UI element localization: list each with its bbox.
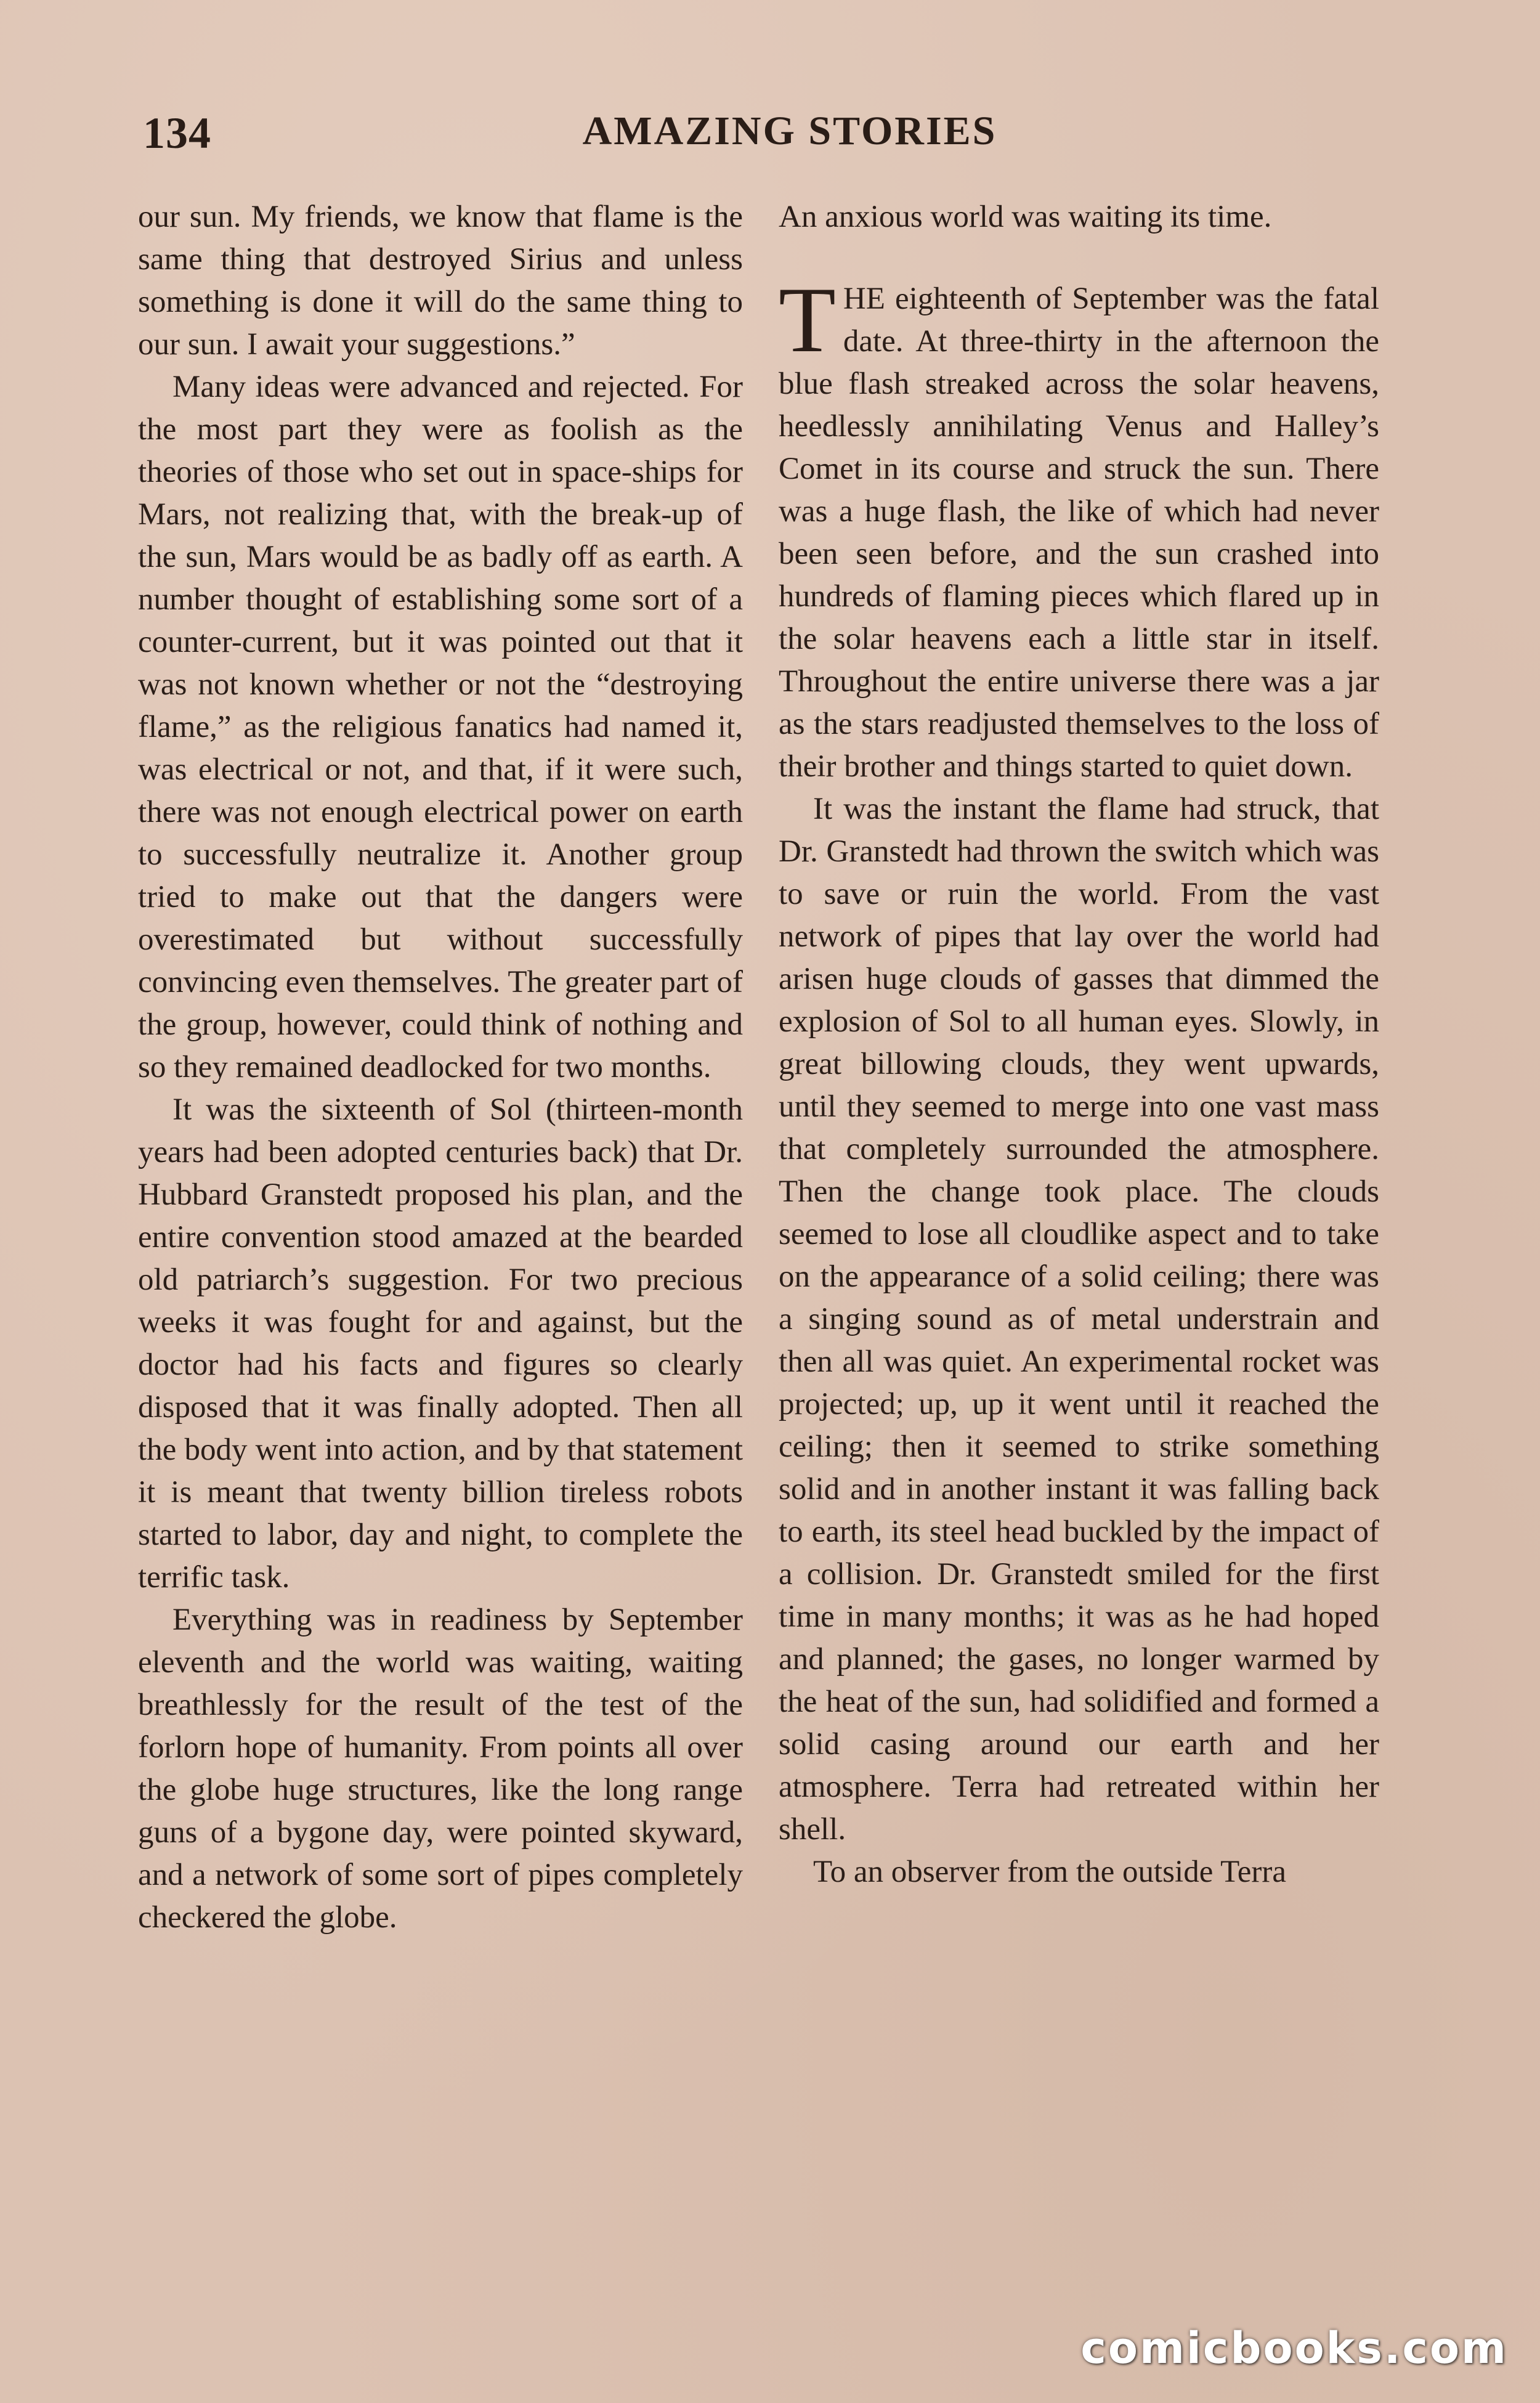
paragraph: An anxious world was waiting its time. xyxy=(779,200,1272,234)
paragraph: Everything was in readiness by September eleventh and the world was waiting, waiting breathlessly for the result of the test of the forlorn hope of humanity. From points all over the globe huge structures, like the long range guns of a bygone day, were pointed skyward, and a network of some sort of pipes completely checkered the globe. xyxy=(138,1603,743,1935)
paragraph: It was the instant the flame had struck, that Dr. Granstedt had thrown the switch which was to save or ruin the world. From the vast network of pipes that lay over the world had arisen huge clouds of gasses that dimmed the explosion of Sol to all human eyes. Slowly, in great billowing clouds, they went upwards, until they seemed to merge into one vast mass that completely surrounded the atmosphere. Then the change took place. The clouds seemed to lose all cloudlike aspect and to take on the appearance of a solid ceiling; there was a singing sound as of metal understrain and then all was quiet. An experimental rocket was projected; up, up it went until it reached the ceiling; then it seemed to strike something solid and in another instant it was falling back to earth, its steel head buckled by the impact of a collision. Dr. Granstedt smiled for the first time in many months; it was as he had hoped and planned; the gases, no longer warmed by the heat of the sun, had solidified and formed a solid casing around our earth and her atmosphere. Terra had retreated within her shell. xyxy=(779,792,1379,1847)
paragraph: Many ideas were advanced and rejected. For the most part they were as foolish as the theories of those who set out in space-ships for Mars, not realizing that, with the break-up of the sun, Mars would be as badly off as earth. A number thought of establishing some sort of a counter-current, but it was pointed out that it was not known whether or not the “destroying flame,” as the religious fanatics had named it, was electrical or not, and that, if it were such, there was not enough electrical power on earth to successfully neutralize it. Another group tried to make out that the dangers were overestimated but without successfully convincing even themselves. The greater part of the group, however, could think of nothing and so they remained deadlocked for two months. xyxy=(138,370,743,1084)
paragraph: our sun. My friends, we know that flame is the same thing that destroyed Sirius and unless something is done it will do the same thing to our sun. I await your suggestions.” xyxy=(138,200,743,362)
page-number: 134 xyxy=(143,108,211,158)
left-column xyxy=(138,196,743,1939)
drop-cap: T xyxy=(779,268,836,372)
paragraph: To an observer from the outside Terra xyxy=(813,1855,1286,1889)
running-title: AMAZING STORIES xyxy=(582,108,997,153)
page-header xyxy=(143,108,1380,163)
right-column xyxy=(779,196,1379,1893)
paragraph-text: HE eighteenth of September was the fatal date. At three-thirty in the afternoon the blue flash streaked across the solar heavens, heedlessly annihilating Venus and Halley’s Comet in its course and struck the sun. There was a huge flash, the like of which had never been seen before, and the sun crashed into hundreds of flaming pieces which flared up in the solar heavens each a little star in itself. Throughout the entire universe there was a jar as the stars readjusted themselves to the loss of their brother and things started to quiet down. xyxy=(779,282,1379,784)
paragraph: It was the sixteenth of Sol (thirteen-month years had been adopted centuries back) that Dr. Hubbard Granstedt proposed his plan, and the entire convention stood amazed at the bearded old patriarch’s suggestion. For two precious weeks it was fought for and against, but the doctor had his facts and figures so clearly disposed that it was finally adopted. Then all the body went into action, and by that statement it is meant that twenty billion tireless robots started to labor, day and night, to complete the terrific task. xyxy=(138,1092,743,1595)
watermark: comicbooks.com xyxy=(1080,2323,1508,2373)
section-opening-paragraph xyxy=(779,268,1379,788)
